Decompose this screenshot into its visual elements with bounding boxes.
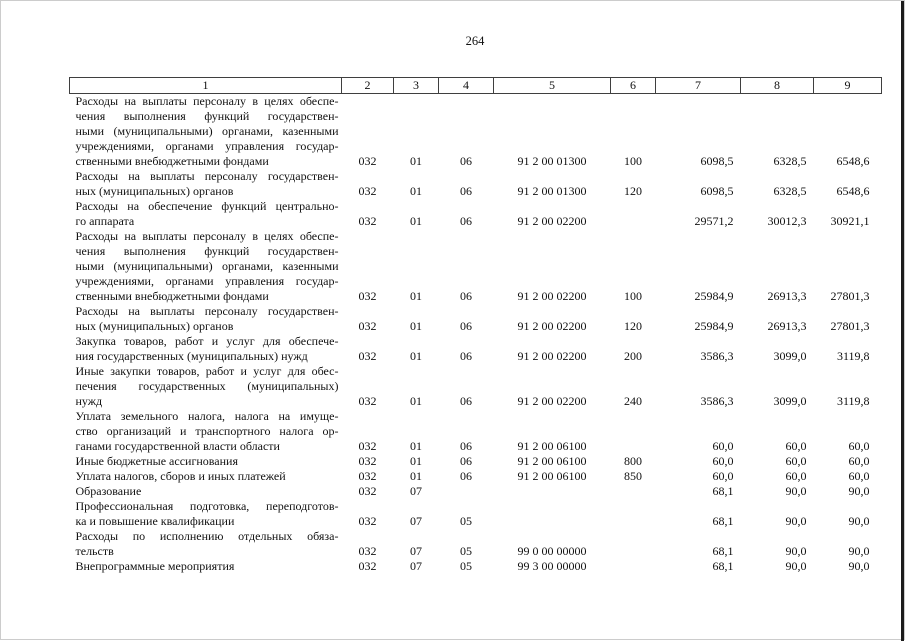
- cell-col-3: 01: [410, 319, 422, 333]
- table-body: [70, 94, 882, 575]
- cell-col-3: 01: [410, 214, 422, 228]
- cell-col-2: 032: [358, 439, 377, 453]
- row-title-line: ными (муниципальными) органами, казенными: [75, 124, 339, 138]
- row-title-line: Расходы на выплаты персоналу государствен-: [75, 304, 339, 318]
- cell-col-6: 200: [624, 349, 642, 363]
- cell-col-8: 60,0: [785, 469, 807, 483]
- row-title-cell: [70, 229, 342, 304]
- cell-col-2: 032: [358, 184, 377, 198]
- header-col-6: 6: [611, 78, 656, 94]
- row-title-cell: [70, 469, 342, 484]
- cell-col-8: 90,0: [785, 544, 807, 558]
- header-col-1: 1: [70, 78, 342, 94]
- cell-col-9: 30921,1: [830, 214, 870, 228]
- cell-col-9: 6548,6: [836, 184, 870, 198]
- cell-col-8: 90,0: [785, 514, 807, 528]
- row-title-line: Иные бюджетные ассигнования: [75, 454, 238, 468]
- cell-col-6: [611, 559, 656, 574]
- cell-col-5: 99 3 00 00000: [517, 559, 587, 573]
- row-title-cell: [70, 409, 342, 454]
- row-title-line: ганами государственной власти области: [75, 439, 280, 453]
- header-col-9: 9: [814, 78, 882, 94]
- cell-col-8: 90,0: [785, 484, 807, 498]
- row-title-line: Уплата налогов, сборов и иных платежей: [75, 469, 286, 483]
- cell-col-2: 032: [358, 469, 377, 483]
- row-title-line: Закупка товаров, работ и услуг для обеспече-: [75, 334, 339, 348]
- cell-col-9: 6548,6: [836, 154, 870, 168]
- cell-col-5: 91 2 00 02200: [517, 289, 587, 303]
- cell-col-7: 25984,9: [694, 289, 734, 303]
- row-title-line: Профессиональная подготовка, переподготов-: [75, 499, 339, 513]
- cell-col-9: 3119,8: [836, 394, 870, 408]
- cell-col-7: 29571,2: [694, 214, 734, 228]
- header-col-4: 4: [439, 78, 494, 94]
- table-row: [70, 454, 882, 469]
- row-title-line: ка и повышение квалификации: [75, 514, 235, 528]
- row-title-line: чения выполнения функций государствен-: [75, 244, 339, 258]
- header-col-2: 2: [342, 78, 394, 94]
- row-title-cell: [70, 169, 342, 199]
- cell-col-6: 800: [624, 454, 642, 468]
- cell-col-8: 3099,0: [773, 349, 807, 363]
- cell-col-3: 07: [410, 559, 422, 573]
- cell-col-5: 91 2 00 06100: [517, 439, 587, 453]
- cell-col-6: [611, 484, 656, 499]
- cell-col-8: 3099,0: [773, 394, 807, 408]
- cell-col-5: 91 2 00 01300: [517, 154, 587, 168]
- cell-col-7: 3586,3: [700, 349, 734, 363]
- table-row: [70, 304, 882, 334]
- cell-col-7: 60,0: [712, 439, 734, 453]
- row-title-line: ство организаций и транспортного налога ор-: [75, 424, 339, 438]
- row-title-line: учреждениями, органами управления государ-: [75, 139, 339, 153]
- cell-col-4: 06: [460, 289, 472, 303]
- cell-col-3: 07: [410, 544, 422, 558]
- cell-col-9: 60,0: [848, 454, 870, 468]
- cell-col-6: [611, 529, 656, 559]
- cell-col-2: 032: [358, 484, 377, 498]
- cell-col-6: 120: [624, 319, 642, 333]
- cell-col-4: 06: [460, 394, 472, 408]
- cell-col-5: 91 2 00 01300: [517, 184, 587, 198]
- cell-col-9: 27801,3: [830, 289, 870, 303]
- cell-col-4: [439, 484, 494, 499]
- row-title-line: печения государственных (муниципальных): [75, 379, 339, 393]
- row-title-line: Расходы на выплаты персоналу государствен-: [75, 169, 339, 183]
- row-title-line: Расходы на выплаты персоналу в целях обеспе-: [75, 229, 339, 243]
- cell-col-7: 60,0: [712, 469, 734, 483]
- cell-col-2: 032: [358, 544, 377, 558]
- cell-col-7: 3586,3: [700, 394, 734, 408]
- cell-col-6: [611, 499, 656, 529]
- cell-col-5: 91 2 00 02200: [517, 394, 587, 408]
- row-title-line: ственными внебюджетными фондами: [75, 289, 269, 303]
- scan-edge-artifact: [901, 1, 904, 641]
- table-row: [70, 364, 882, 409]
- row-title-cell: [70, 199, 342, 229]
- cell-col-6: 120: [624, 184, 642, 198]
- row-title-cell: [70, 364, 342, 409]
- header-col-7: 7: [656, 78, 741, 94]
- row-title-cell: [70, 334, 342, 364]
- cell-col-9: 27801,3: [830, 319, 870, 333]
- row-title-line: чения выполнения функций государствен-: [75, 109, 339, 123]
- row-title-line: учреждениями, органами управления государ-: [75, 274, 339, 288]
- cell-col-6: 100: [624, 154, 642, 168]
- header-row: [70, 78, 882, 94]
- budget-table: [69, 77, 882, 574]
- header-col-8: 8: [741, 78, 814, 94]
- row-title-line: Иные закупки товаров, работ и услуг для обес-: [75, 364, 339, 378]
- cell-col-4: 06: [460, 439, 472, 453]
- cell-col-2: 032: [358, 319, 377, 333]
- cell-col-3: 01: [410, 349, 422, 363]
- cell-col-4: 06: [460, 319, 472, 333]
- row-title-line: ных (муниципальных) органов: [75, 184, 234, 198]
- cell-col-8: 6328,5: [773, 154, 807, 168]
- row-title-line: Расходы на выплаты персоналу в целях обеспе-: [75, 94, 339, 108]
- cell-col-3: 01: [410, 469, 422, 483]
- cell-col-3: 01: [410, 439, 422, 453]
- cell-col-5: [494, 484, 611, 499]
- cell-col-7: 6098,5: [700, 184, 734, 198]
- cell-col-7: 25984,9: [694, 319, 734, 333]
- row-title-cell: [70, 499, 342, 529]
- cell-col-8: 60,0: [785, 439, 807, 453]
- cell-col-2: 032: [358, 559, 377, 573]
- cell-col-5: 91 2 00 02200: [517, 214, 587, 228]
- table-row: [70, 529, 882, 559]
- cell-col-6: [611, 409, 656, 454]
- cell-col-2: 032: [358, 454, 377, 468]
- cell-col-5: [494, 499, 611, 529]
- cell-col-3: 07: [410, 484, 422, 498]
- cell-col-5: 99 0 00 00000: [517, 544, 587, 558]
- table-header: [70, 78, 882, 94]
- header-col-3: 3: [394, 78, 439, 94]
- cell-col-4: 06: [460, 454, 472, 468]
- cell-col-3: 01: [410, 394, 422, 408]
- cell-col-3: 07: [410, 514, 422, 528]
- cell-col-8: 60,0: [785, 454, 807, 468]
- row-title-cell: [70, 454, 342, 469]
- cell-col-8: 30012,3: [767, 214, 807, 228]
- cell-col-6: [611, 199, 656, 229]
- row-title-line: Расходы на обеспечение функций центрально-: [75, 199, 339, 213]
- row-title-cell: [70, 529, 342, 559]
- cell-col-9: 60,0: [848, 439, 870, 453]
- cell-col-4: 06: [460, 469, 472, 483]
- cell-col-9: 3119,8: [836, 349, 870, 363]
- row-title-line: Уплата земельного налога, налога на имуще-: [75, 409, 339, 423]
- row-title-cell: [70, 559, 342, 574]
- cell-col-7: 68,1: [712, 484, 734, 498]
- table-row: [70, 484, 882, 499]
- row-title-line: го аппарата: [75, 214, 135, 228]
- cell-col-8: 26913,3: [767, 289, 807, 303]
- cell-col-7: 60,0: [712, 454, 734, 468]
- cell-col-3: 01: [410, 184, 422, 198]
- cell-col-2: 032: [358, 349, 377, 363]
- table-row: [70, 409, 882, 454]
- row-title-line: нужд: [75, 394, 103, 408]
- row-title-line: ных (муниципальных) органов: [75, 319, 234, 333]
- cell-col-2: 032: [358, 214, 377, 228]
- cell-col-2: 032: [358, 289, 377, 303]
- table-row: [70, 334, 882, 364]
- table-row: [70, 169, 882, 199]
- cell-col-5: 91 2 00 02200: [517, 319, 587, 333]
- cell-col-9: 90,0: [848, 544, 870, 558]
- row-title-line: тельств: [75, 544, 114, 558]
- cell-col-6: 240: [624, 394, 642, 408]
- cell-col-4: 06: [460, 349, 472, 363]
- cell-col-5: 91 2 00 02200: [517, 349, 587, 363]
- cell-col-6: 100: [624, 289, 642, 303]
- table-row: [70, 199, 882, 229]
- cell-col-4: 06: [460, 184, 472, 198]
- cell-col-7: 68,1: [712, 544, 734, 558]
- cell-col-2: 032: [358, 514, 377, 528]
- row-title-line: ния государственных (муниципальных) нужд: [75, 349, 308, 363]
- cell-col-3: 01: [410, 289, 422, 303]
- cell-col-7: 6098,5: [700, 154, 734, 168]
- cell-col-8: 6328,5: [773, 184, 807, 198]
- row-title-line: Расходы по исполнению отдельных обяза-: [75, 529, 339, 543]
- row-title-cell: [70, 484, 342, 499]
- cell-col-4: 06: [460, 154, 472, 168]
- cell-col-8: 26913,3: [767, 319, 807, 333]
- cell-col-3: 01: [410, 454, 422, 468]
- table-row: [70, 229, 882, 304]
- row-title-cell: [70, 304, 342, 334]
- cell-col-9: 90,0: [848, 514, 870, 528]
- row-title-line: Внепрограммные мероприятия: [75, 559, 235, 573]
- cell-col-2: 032: [358, 394, 377, 408]
- cell-col-2: 032: [358, 154, 377, 168]
- cell-col-5: 91 2 00 06100: [517, 454, 587, 468]
- row-title-line: Образование: [75, 484, 142, 498]
- cell-col-9: 90,0: [848, 559, 870, 573]
- row-title-line: ными (муниципальными) органами, казенными: [75, 259, 339, 273]
- row-title-cell: [70, 94, 342, 170]
- cell-col-4: 06: [460, 214, 472, 228]
- cell-col-8: 90,0: [785, 559, 807, 573]
- cell-col-9: 90,0: [848, 484, 870, 498]
- cell-col-9: 60,0: [848, 469, 870, 483]
- cell-col-4: 05: [460, 544, 472, 558]
- cell-col-7: 68,1: [712, 514, 734, 528]
- page-number: 264: [465, 34, 485, 48]
- table-row: [70, 499, 882, 529]
- cell-col-3: 01: [410, 154, 422, 168]
- cell-col-4: 05: [460, 559, 472, 573]
- table-row: [70, 469, 882, 484]
- cell-col-6: 850: [624, 469, 642, 483]
- table-row: [70, 559, 882, 574]
- row-title-line: ственными внебюджетными фондами: [75, 154, 269, 168]
- table-row: [70, 94, 882, 170]
- cell-col-7: 68,1: [712, 559, 734, 573]
- cell-col-5: 91 2 00 06100: [517, 469, 587, 483]
- cell-col-4: 05: [460, 514, 472, 528]
- header-col-5: 5: [494, 78, 611, 94]
